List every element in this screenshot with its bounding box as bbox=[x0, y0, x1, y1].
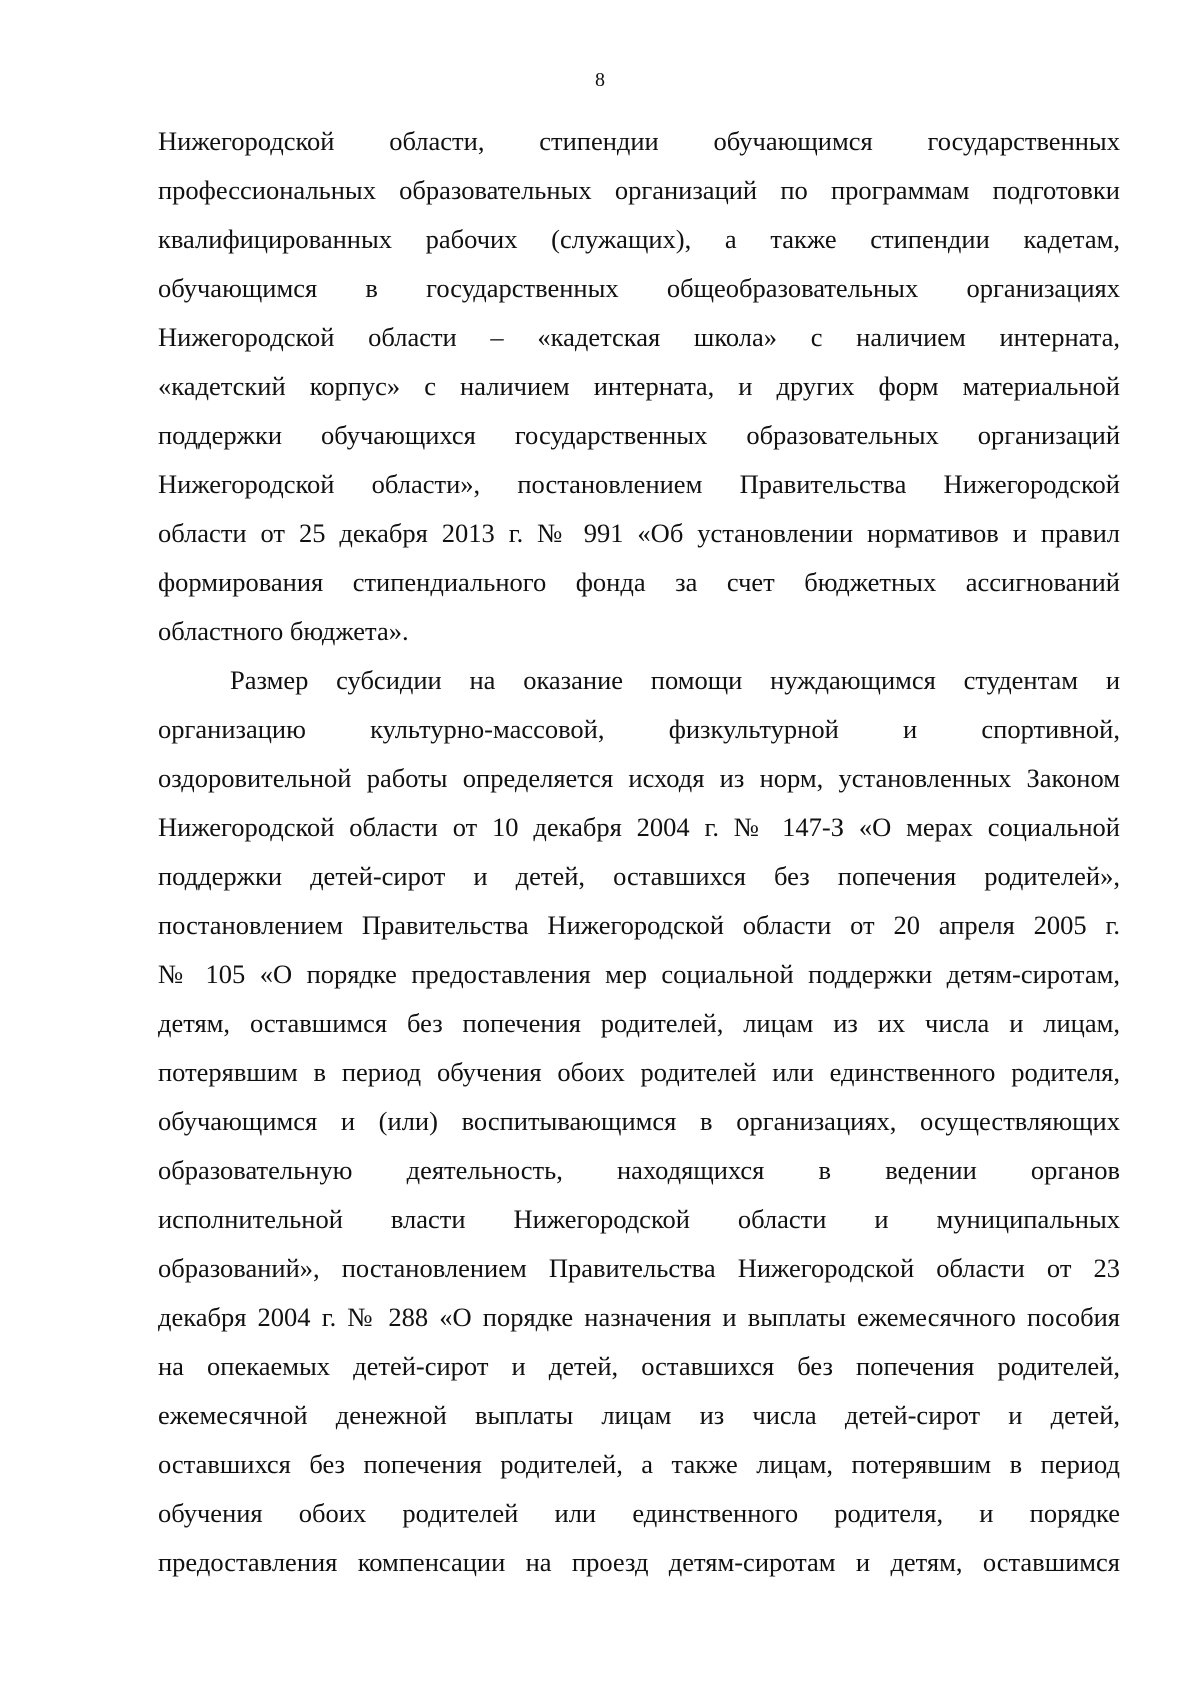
text-line: ежемесячной денежной выплаты лицам из числа детей-сирот и детей, bbox=[158, 1400, 1120, 1430]
text-line: «кадетский корпус» с наличием интерната, и других форм материальной bbox=[158, 371, 1120, 401]
text-line: поддержки детей-сирот и детей, оставшихся без попечения родителей», bbox=[158, 861, 1120, 891]
text-line: декабря 2004 г. № 288 «О порядке назначения и выплаты ежемесячного пособия bbox=[158, 1302, 1120, 1332]
text-line: постановлением Правительства Нижегородской области от 20 апреля 2005 г. bbox=[158, 910, 1120, 940]
text-line: Нижегородской области от 10 декабря 2004 г. № 147-З «О мерах социальной bbox=[158, 812, 1120, 842]
text-line: обучающимся в государственных общеобразовательных организациях bbox=[158, 273, 1120, 303]
text-line: образований», постановлением Правительства Нижегородской области от 23 bbox=[158, 1253, 1120, 1283]
text-line: обучающимся и (или) воспитывающимся в организациях, осуществляющих bbox=[158, 1106, 1120, 1136]
text-line: Нижегородской области», постановлением Правительства Нижегородской bbox=[158, 469, 1120, 499]
text-line: на опекаемых детей-сирот и детей, оставшихся без попечения родителей, bbox=[158, 1351, 1120, 1381]
text-line: профессиональных образовательных организаций по программам подготовки bbox=[158, 175, 1120, 205]
text-line: обучения обоих родителей или единственного родителя, и порядке bbox=[158, 1498, 1120, 1528]
text-line: квалифицированных рабочих (служащих), а также стипендии кадетам, bbox=[158, 224, 1120, 254]
text-line: предоставления компенсации на проезд детям-сиротам и детям, оставшимся bbox=[158, 1547, 1120, 1577]
text-line: потерявшим в период обучения обоих родителей или единственного родителя, bbox=[158, 1057, 1120, 1087]
text-line: формирования стипендиального фонда за счет бюджетных ассигнований bbox=[158, 567, 1120, 597]
text-line: оздоровительной работы определяется исходя из норм, установленных Законом bbox=[158, 763, 1120, 793]
text-line: исполнительной власти Нижегородской области и муниципальных bbox=[158, 1204, 1120, 1234]
paragraph-first-line: Размер субсидии на оказание помощи нуждающимся студентам и bbox=[230, 665, 1120, 695]
text-line: детям, оставшимся без попечения родителей, лицам из их числа и лицам, bbox=[158, 1008, 1120, 1038]
document-body bbox=[158, 117, 1120, 1587]
text-line: Нижегородской области – «кадетская школа» с наличием интерната, bbox=[158, 322, 1120, 352]
text-line: Нижегородской области, стипендии обучающимся государственных bbox=[158, 126, 1120, 156]
text-line: оставшихся без попечения родителей, а также лицам, потерявшим в период bbox=[158, 1449, 1120, 1479]
text-line: № 105 «О порядке предоставления мер социальной поддержки детям-сиротам, bbox=[158, 959, 1120, 989]
text-line: поддержки обучающихся государственных образовательных организаций bbox=[158, 420, 1120, 450]
text-line: области от 25 декабря 2013 г. № 991 «Об установлении нормативов и правил bbox=[158, 518, 1120, 548]
text-line: областного бюджета». bbox=[158, 616, 409, 646]
text-line: организацию культурно-массовой, физкультурной и спортивной, bbox=[158, 714, 1120, 744]
text-line: образовательную деятельность, находящихся в ведении органов bbox=[158, 1155, 1120, 1185]
page-number: 8 bbox=[595, 69, 605, 91]
